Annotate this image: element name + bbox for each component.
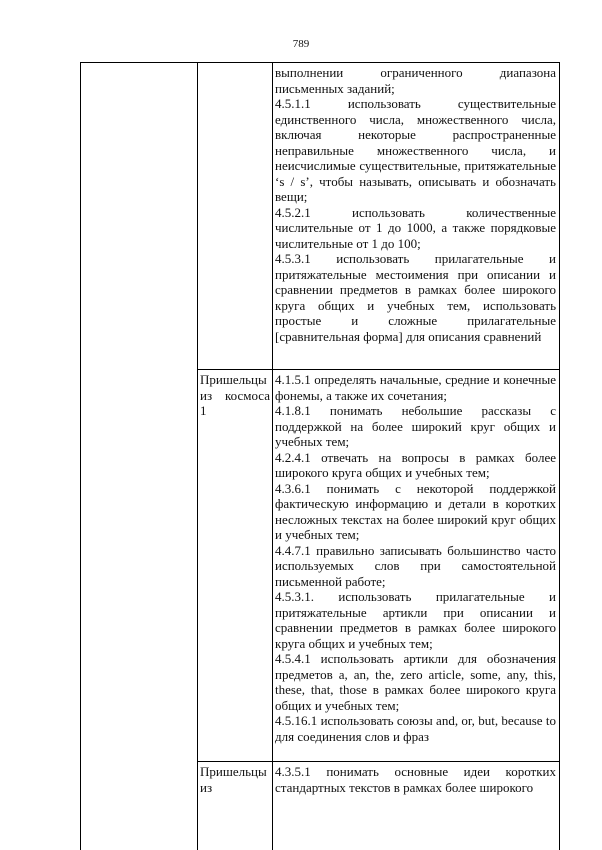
objective-item: 4.1.8.1 понимать небольшие рассказы с поддержкой на более широкий круг общих и учебных тем; (275, 403, 556, 449)
objective-item: 4.1.5.1 определять начальные, средние и конечные фонемы, а также их сочетания; (275, 372, 556, 403)
objective-item: 4.4.7.1 правильно записывать большинство часто используемых слов при самостоятельной письменной работе; (275, 542, 556, 589)
table-border-left (80, 62, 81, 850)
objectives-cell (275, 65, 556, 367)
topic-text: Пришельцы из (200, 764, 267, 795)
table-border-top (80, 62, 560, 63)
row-divider-2 (197, 761, 560, 762)
table-border-right (559, 62, 560, 850)
objective-item: 4.3.5.1 понимать основные идеи коротких стандартных текстов в рамках более широкого (275, 764, 556, 795)
objective-item: 4.3.6.1 понимать с некоторой поддержкой фактическую информацию и детали в коротких несложных текстах на более широкий круг общих и учебных тем; (275, 480, 556, 542)
objectives-cell (275, 764, 556, 848)
objective-item: 4.5.1.1 использовать существительные единственного числа, множественного числа, включая некоторые распространенные неправильные множественного числа, и неисчислимые существительные, притяжательные ‘s / s’, чтобы называть, описывать и обозначать вещи; (275, 96, 556, 204)
objective-item: 4.5.2.1 использовать количественные числительные от 1 до 1000, а также порядковые числительные от 1 до 100; (275, 204, 556, 251)
row-divider-1 (197, 369, 560, 370)
topic-cell (200, 372, 270, 757)
topic-text: Пришельцы из космоса 1 (200, 372, 270, 418)
objective-item: 4.2.4.1 отвечать на вопросы в рамках более широкого круга общих и учебных тем; (275, 449, 556, 480)
topic-cell (200, 764, 270, 848)
objective-item: выполнении ограниченного диапазона письменных заданий; (275, 65, 556, 96)
objectives-cell (275, 372, 556, 759)
page-number: 789 (292, 38, 310, 50)
column-divider-1 (197, 62, 198, 850)
column-divider-2 (272, 62, 273, 850)
objective-item: 4.5.3.1. использовать прилагательные и притяжательные артикли при описании и сравнении предметов в рамках более широкого круга общих и учебных тем; (275, 589, 556, 651)
curriculum-table (80, 62, 560, 850)
objective-item: 4.5.16.1 использовать союзы and, or, but, because to для соединения слов и фраз (275, 713, 556, 744)
objective-item: 4.5.4.1 использовать артикли для обозначения предметов a, an, the, zero article, some, any, this, these, that, those в рамках более широкого круга общих и учебных тем; (275, 651, 556, 713)
objective-item: 4.5.3.1 использовать прилагательные и притяжательные местоимения при описании и сравнении предметов в рамках более широкого круга общих и учебных тем, использовать простые и сложные прилагательные [сравнительная форма] для описания сравнений (275, 251, 556, 344)
topic-cell (200, 65, 270, 365)
